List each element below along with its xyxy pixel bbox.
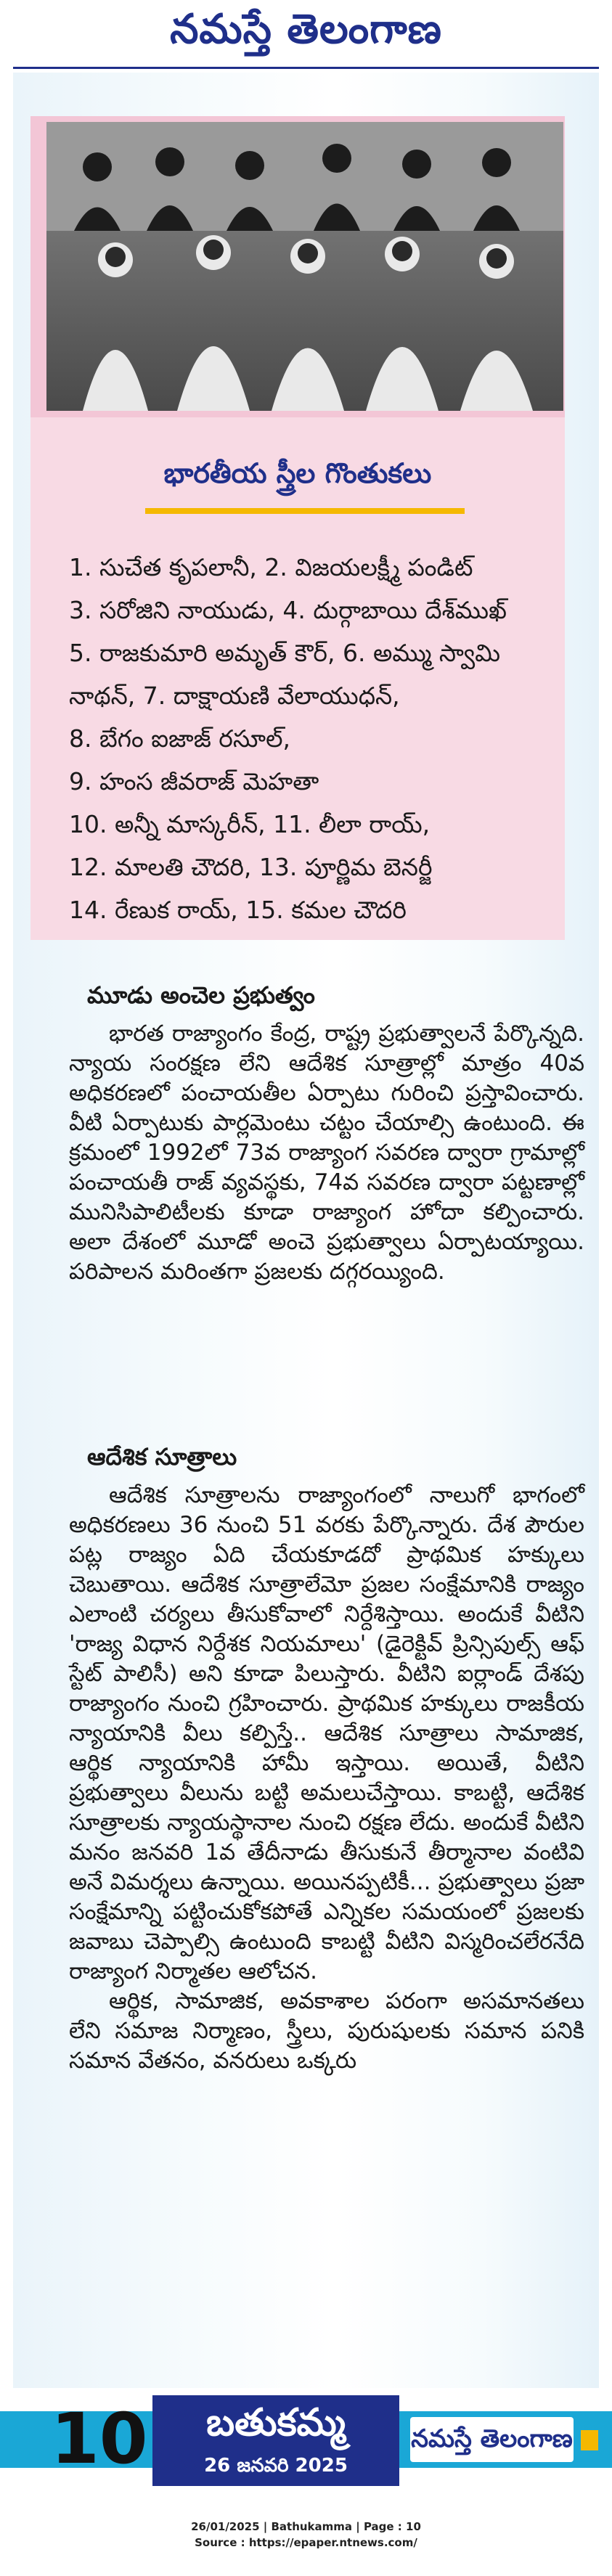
- magazine-badge: [152, 2395, 399, 2486]
- masthead: [0, 0, 612, 73]
- list-item: 10. అన్నీ మాస్కరీన్, 11. లీలా రాయ్,: [69, 810, 431, 838]
- names-heading: భారతీయ స్త్రీల గొంతుకలు: [163, 457, 432, 489]
- list-item: 8. బేగం ఐజాజ్ రసూల్,: [69, 724, 290, 753]
- section-title: మూడు అంచెల ప్రభుత్వం: [87, 981, 315, 1009]
- magazine-name: బతుకమ్మ: [206, 2401, 346, 2445]
- list-item: 1. సుచేత కృపలానీ, 2. విజయలక్ష్మీ పండిట్: [69, 553, 473, 581]
- section-three-tier: [69, 981, 584, 1287]
- list-item: 9. హంస జీవరాజ్ మెహతా: [69, 767, 319, 796]
- issue-date: 26 జనవరి 2025: [204, 2455, 348, 2477]
- list-item: నాథన్, 7. దాక్షాయణి వేలాయుధన్,: [69, 682, 400, 710]
- heading-underline: [145, 508, 465, 514]
- masthead-rule: [13, 67, 599, 69]
- brand-box: [410, 2417, 574, 2462]
- names-list: [69, 546, 570, 931]
- section-title: ఆదేశిక సూత్రాలు: [87, 1443, 237, 1471]
- section-body: ఆదేశిక సూత్రాలను రాజ్యాంగంలో నాలుగో భాగంలో అధికరణలు 36 నుంచి 51 వరకు పేర్కొన్నారు. దేశ పౌరుల పట్ల రాజ్యం ఏది చేయకూడదో ప్రాథమిక హక్కులు చెబుతాయి. ఆదేశిక సూత్రాలేమో ప్రజల సంక్షేమానికి రాజ్యం ఎలాంటి చర్యలు తీసుకోవాలో నిర్దేశిస్తాయి. అందుకే వీటిని 'రాజ్య విధాన నిర్దేశక నియమాలు' (డైరెక్టివ్ ప్రిన్సిపుల్స్ ఆఫ్ స్టేట్ పాలిసీ) అని కూడా పిలుస్తారు. వీటిని ఐర్లాండ్ దేశపు రాజ్యాంగం నుంచి గ్రహించారు. ప్రాథమిక హక్కులు రాజకీయ న్యాయానికి వీలు కల్పిస్తే.. ఆదేశిక సూత్రాలు సామాజిక, ఆర్థిక న్యాయానికి హామీ ఇస్తాయి. అయితే, వీటిని ప్రభుత్వాలు వీలును బట్టి అమలుచేస్తాయి. కాబట్టి, ఆదేశిక సూత్రాలకు న్యాయస్థానాల నుంచి రక్షణ లేదు. అందుకే వీటిని మనం జనవరి 1వ తేదీనాడు తీసుకునే తీర్మానాల వంటివి అనే విమర్శలు ఉన్నాయి. అయినప్పటికీ... ప్రభుత్వాలు ప్రజా సంక్షేమాన్ని పట్టించుకోకపోతే ఎన్నికల సమయంలో ప్రజలకు జవాబు చెప్పాల్సి ఉంటుంది కాబట్టి వీటిని విస్మరించలేరనేది రాజ్యాంగ నిర్మాతల ఆలోచన.: [69, 1482, 584, 1984]
- section-body: భారత రాజ్యాంగం కేంద్ర, రాష్ట్ర ప్రభుత్వాలనే పేర్కొన్నది. న్యాయ సంరక్షణ లేని ఆదేశిక సూత్రాల్లో మాత్రం 40వ అధికరణలో పంచాయతీల ఏర్పాటు గురించి ప్రస్తావించారు. వీటి ఏర్పాటుకు పార్లమెంటు చట్టం చేయాల్సి ఉంటుంది. ఈ క్రమంలో 1992లో 73వ రాజ్యాంగ సవరణ ద్వారా గ్రామాల్లో పంచాయతీ రాజ్ వ్యవస్థకు, 74వ సవరణ ద్వారా పట్టణాల్లో మునిసిపాలిటీలకు కూడా రాజ్యాంగ హోదా కల్పించారు. అలా దేశంలో మూడో అంచె ప్రభుత్వాలు ఏర్పాటయ్యాయి. పరిపాలన మరింతగా ప్రజలకు దగ్గరయ్యింది.: [69, 1021, 584, 1285]
- source-footer: [0, 2519, 612, 2551]
- section-directive-principles: [69, 1443, 584, 2076]
- list-item: 3. సరోజిని నాయుడు, 4. దుర్గాబాయి దేశ్‌ముఖ్: [69, 596, 507, 624]
- group-photo-icon: [46, 122, 563, 411]
- section-body-continued: ఆర్థిక, సామాజిక, అవకాశాల పరంగా అసమానతలు లేని సమాజ నిర్మాణం, స్త్రీలు, పురుషులకు సమాన పనికి సమాన వేతనం, వనరులు ఒక్కరు: [69, 1988, 584, 2074]
- footer-source: Source : https://epaper.ntnews.com/: [195, 2536, 417, 2549]
- list-item: 12. మాలతి చౌదరి, 13. పూర్ణిమ బెనర్జీ: [69, 853, 433, 881]
- brand-name: నమస్తే తెలంగాణ: [411, 2424, 573, 2453]
- footer-line: 26/01/2025 | Bathukamma | Page : 10: [191, 2520, 421, 2533]
- masthead-title: నమస్తే తెలంగాణ: [170, 6, 442, 53]
- list-item: 14. రేణుక రాయ్, 15. కమల చౌదరి: [69, 896, 407, 924]
- page-number: 10: [51, 2398, 148, 2479]
- yellow-marker: [581, 2430, 598, 2450]
- list-item: 5. రాజకుమారి అమృత్ కౌర్, 6. అమ్ము స్వామి: [69, 639, 500, 667]
